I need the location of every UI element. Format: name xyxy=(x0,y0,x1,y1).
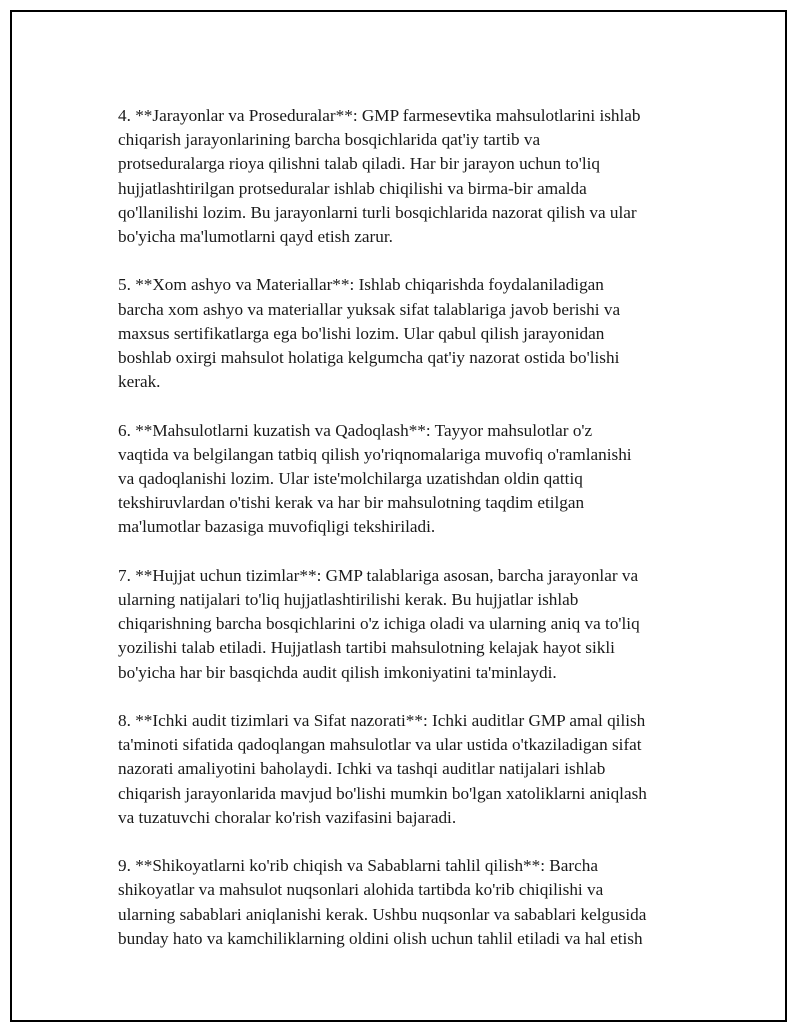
text-line: ularning natijalari to'liq hujjatlashtirilishi kerak. Bu hujjatlar ishlab xyxy=(118,590,579,610)
text-line: bunday hato va kamchiliklarning oldini olish uchun tahlil etiladi va hal etish xyxy=(118,928,643,948)
text-line: chiqarish jarayonlarining barcha bosqichlarida qat'iy tartib va xyxy=(118,130,541,150)
paragraph-packaging xyxy=(118,419,698,540)
text-line: hujjatlashtirilgan protseduralar ishlab chiqilishi va birma-bir amalda xyxy=(118,178,587,198)
text-line: barcha xom ashyo va materiallar yuksak sifat talablariga javob berishi va xyxy=(118,299,621,319)
paragraph-complaints xyxy=(118,854,698,951)
text-line: ularning sabablari aniqlanishi kerak. Ushbu nuqsonlar va sabablari kelgusida xyxy=(118,904,647,924)
page-frame xyxy=(10,10,787,1022)
text-line: maxsus sertifikatlarga ega bo'lishi lozim. Ular qabul qilish jarayonidan xyxy=(118,323,605,343)
text-line: ma'lumotlar bazasiga muvofiqligi tekshiriladi. xyxy=(118,517,436,537)
paragraph-internal-audit xyxy=(118,709,698,830)
text-line: va qadoqlanishi lozim. Ular iste'molchilarga uzatishdan oldin qattiq xyxy=(118,469,583,489)
text-line: boshlab oxirgi mahsulot holatiga kelgumcha qat'iy nazorat ostida bo'lishi xyxy=(118,348,620,368)
text-line: 8. **Ichki audit tizimlari va Sifat nazorati**: Ichki auditlar GMP amal qilish xyxy=(118,711,646,731)
text-line: chiqarish jarayonlarida mavjud bo'lishi mumkin bo'lgan xatoliklarni aniqlash xyxy=(118,783,647,803)
text-line: nazorati amaliyotini baholaydi. Ichki va tashqi auditlar natijalari ishlab xyxy=(118,759,606,779)
text-line: 7. **Hujjat uchun tizimlar**: GMP talablariga asosan, barcha jarayonlar va xyxy=(118,565,639,585)
text-line: vaqtida va belgilangan tatbiq qilish yo'riqnomalariga muvofiq o'ramlanishi xyxy=(118,444,632,464)
document-body xyxy=(118,104,698,975)
paragraph-documentation xyxy=(118,564,698,685)
text-line: kerak. xyxy=(118,372,161,392)
paragraph-processes xyxy=(118,104,698,249)
text-line: yozilishi talab etiladi. Hujjatlash tartibi mahsulotning kelajak hayot sikli xyxy=(118,638,615,658)
text-line: bo'yicha ma'lumotlarni qayd etish zarur. xyxy=(118,227,393,247)
text-line: 4. **Jarayonlar va Proseduralar**: GMP farmesevtika mahsulotlarini ishlab xyxy=(118,106,641,125)
text-line: va tuzatuvchi choralar ko'rish vazifasini bajaradi. xyxy=(118,807,457,827)
text-line: qo'llanilishi lozim. Bu jarayonlarni turli bosqichlarida nazorat qilish va ular xyxy=(118,202,637,222)
text-line: bo'yicha har bir basqichda audit qilish imkoniyatini ta'minlaydi. xyxy=(118,662,557,682)
text-line: shikoyatlar va mahsulot nuqsonlari alohida tartibda ko'rib chiqilishi va xyxy=(118,880,604,900)
text-line: tekshiruvlardan o'tishi kerak va har bir mahsulotning taqdim etilgan xyxy=(118,493,585,513)
text-line: 9. **Shikoyatlarni ko'rib chiqish va Sabablarni tahlil qilish**: Barcha xyxy=(118,856,598,876)
text-line: 6. **Mahsulotlarni kuzatish va Qadoqlash**: Tayyor mahsulotlar o'z xyxy=(118,420,593,440)
text-line: chiqarishning barcha bosqichlarini o'z ichiga oladi va ularning aniq va to'liq xyxy=(118,614,640,634)
paragraph-raw-materials xyxy=(118,273,698,394)
text-line: 5. **Xom ashyo va Materiallar**: Ishlab chiqarishda foydalaniladigan xyxy=(118,275,604,295)
text-line: ta'minoti sifatida qadoqlangan mahsulotlar va ular ustida o'tkaziladigan sifat xyxy=(118,735,642,755)
text-line: protseduralarga rioya qilishni talab qiladi. Har bir jarayon uchun to'liq xyxy=(118,154,600,174)
